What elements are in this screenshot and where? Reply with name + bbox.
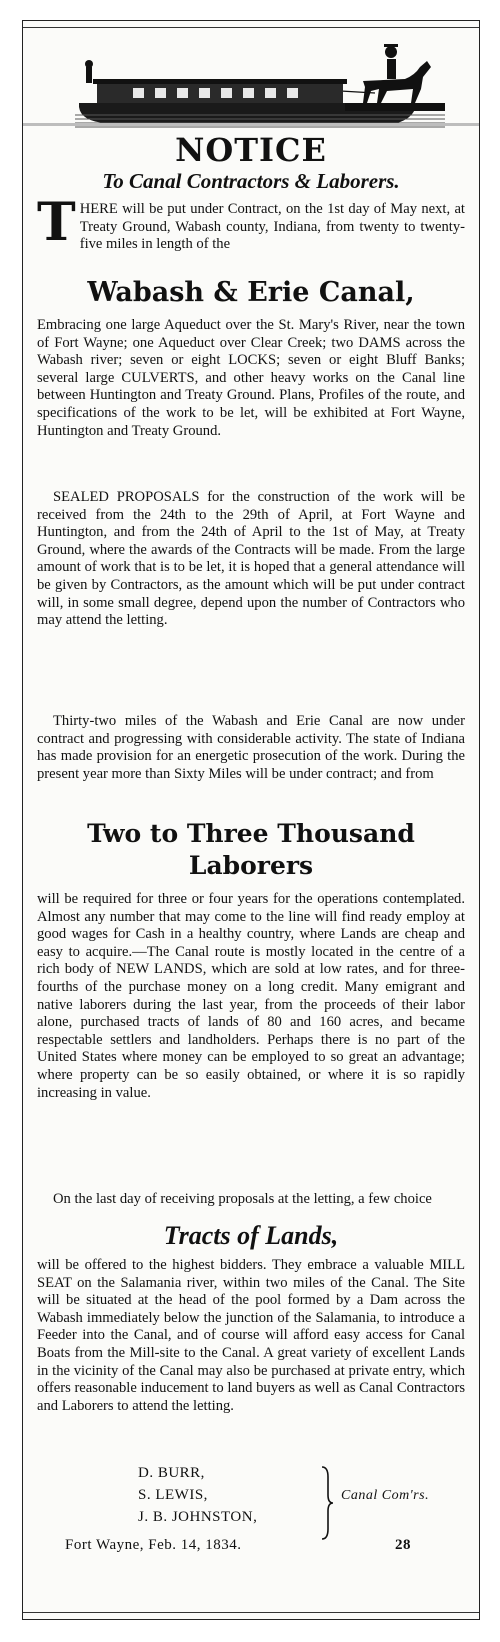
bottom-rule [23,1612,479,1613]
signer-lewis: S. LEWIS, [138,1487,208,1503]
works-paragraph: Embracing one large Aqueduct over the St. Mary's River, near the town of Fort Wayne; one Aqueduct over Clear Creek; two DAMS across the Wabash river; seven or eight LOCKS; seven or eight Bluff Banks; several large CULVERTS, and other heavy works on the Canal line between Huntington and Treaty Ground. Plans, Profiles of the route, and specifications of the work to be let, will be exhibited at Fort Wayne, Huntington and Treaty Ground. [37,317,465,439]
canal-heading: Wabash & Erie Canal, [87,277,415,308]
top-rule [23,27,479,28]
laborers-heading-line2: Laborers [188,851,314,880]
letting-paragraph: On the last day of receiving proposals at the letting, a few choice [53,1191,432,1207]
laborers-heading-line1: Two to Three Thousand [87,819,415,848]
signer-burr: D. BURR, [138,1465,205,1481]
signers-role: Canal Com'rs. [341,1488,430,1503]
signer-johnston: J. B. JOHNSTON, [138,1509,258,1525]
dateline: Fort Wayne, Feb. 14, 1834. [65,1537,242,1553]
woodcut-cut-line [23,123,479,126]
notice-page [22,20,480,1620]
mill-seat-paragraph: will be offered to the highest bidders. They embrace a valuable MILL SEAT on the Salamania river, within two miles of the Canal. The Site will be situated at the head of the pool formed by a Dam across the Wabash immediately below the junction of the Salamania, to introduce a Feeder into the Canal, and of course will afford easy access for Canal Boats from the Mill-site to the Canal. A great variety of excellent Lands in the vicinity of the Canal may also be purchased at private entry, which offers reasonable inducement to land buyers as well as Canal Contractors and Laborers to attend the letting. [37,1257,465,1414]
drop-cap: T [37,192,76,253]
opening-paragraph [37,192,465,254]
proposals-paragraph: SEALED PROPOSALS for the construction of the work will be received from the 24th to the 29th of April, at Fort Wayne and Huntington, and from the 24th of April to the 1st of May, at Treaty Ground, where the awards of the Contracts will be made. From the large amount of work that is to be let, it is hoped that a general attendance will be given by Contractors, as the amount which will be put under contract will, in some small degree, depend upon the number of Contractors who may attend the letting. [37,489,465,629]
tracts-heading: Tracts of Lands, [163,1221,339,1250]
notice-title: NOTICE [175,131,327,169]
canal-boat-horse-woodcut-icon [75,37,445,129]
right-brace-icon [320,1465,334,1541]
issue-number: 28 [395,1537,411,1553]
progress-paragraph: Thirty-two miles of the Wabash and Erie Canal are now under contract and progressing with considerable activity. The state of Indiana has made provision for an energetic prosecution of the work. During the present year more than Sixty Miles will be under contract; and from [37,713,465,782]
opening-text: HERE will be put under Contract, on the 1st day of May next, at Treaty Ground, Wabash county, Indiana, from twenty to twenty-five miles in length of the [79,201,465,253]
laborers-paragraph: will be required for three or four years for the operations contemplated. Almost any number that may come to the line will find ready employ at good wages for Cash in a healthy country, where Lands are cheap and easy to acquire.—The Canal route is mostly located in the centre of a rich body of NEW LANDS, which are sold at low rates, and for three-fourths of the purchase money on a long credit. Many emigrant and native laborers during the last year, from the proceeds of their labor alone, purchased tracts of lands of 80 and 160 acres, and became respectable settlers and landholders. Perhaps there is no part of the United States where money can be employed to so great an advantage; where property can be so easily obtained, or where it is so rapidly increasing in value. [37,891,465,1101]
notice-subtitle: To Canal Contractors & Laborers. [102,169,400,193]
